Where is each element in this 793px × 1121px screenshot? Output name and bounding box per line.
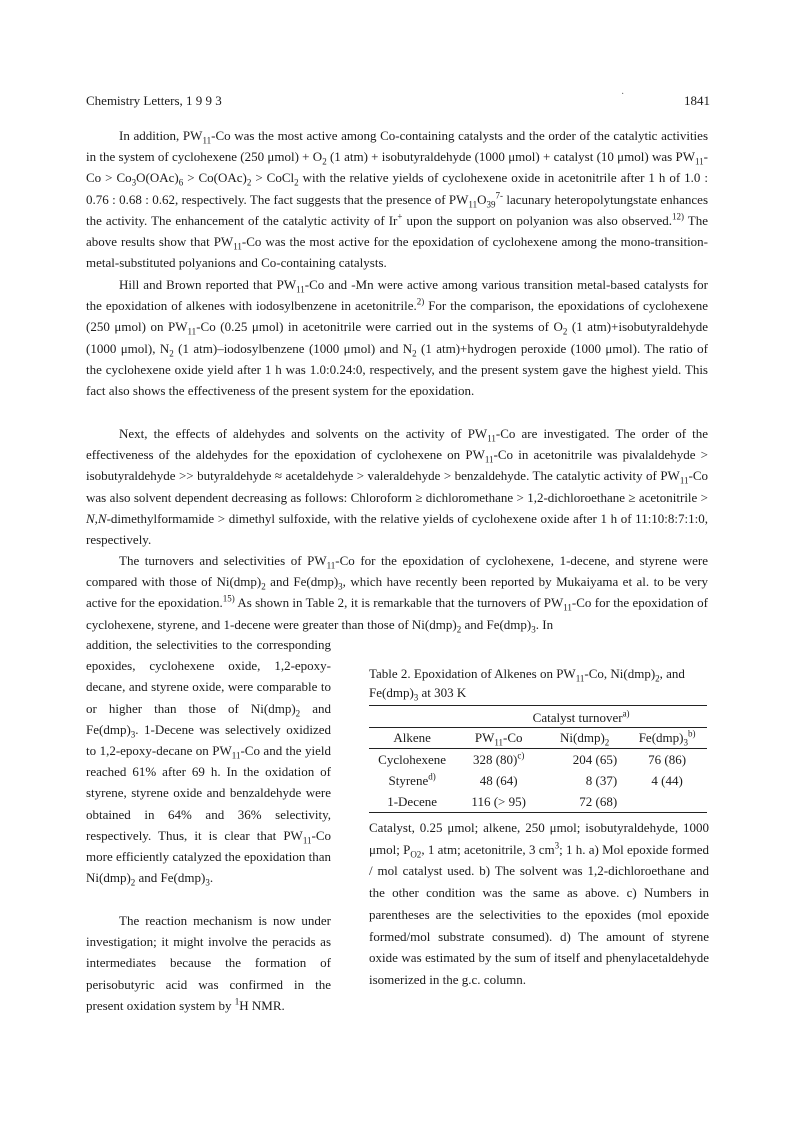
table-cell: 8 (37) <box>585 772 618 788</box>
journal-title: Chemistry Letters, 1 9 9 3 <box>86 93 222 108</box>
column-header-fe-dmp: $Fe(dmp)_3^{b)}$ <box>627 728 707 749</box>
table-group-header-row <box>369 706 707 728</box>
paragraph-aldehydes-solvents: Next, the effects of aldehydes and solvents on the activity of $PW_{11}-Co$ are investigated. The order of the effectiveness of the aldehydes for the epoxidation of cyclohexene on $PW_{11}-Co$ in acetonitrile was pivalaldehyde > isobutyraldehyde >> butyraldehyde ≈ acetaldehyde > valeraldehyde > benzaldehyde. The catalytic activity of $PW_{11}-Co$ was also solvent dependent decreasing as follows: Chloroform ≥ dichloromethane > 1,2-dichloroethane ≥ acetonitrile > N,N-dimethylformamide > dimethyl sulfoxide, with the relative yields of cyclohexene oxide after 1 h of 11:10:8:7:1:0, respectively. <box>86 426 708 548</box>
column-header-pw11-co: $PW_{11}-Co$ <box>455 728 542 749</box>
running-head <box>86 89 710 109</box>
table-2 <box>369 664 709 991</box>
page-number: 1841 <box>684 93 710 108</box>
paragraph-turnovers: The turnovers and selectivities of $PW_{11}-Co$ for the epoxidation of cyclohexene, 1-decene, and styrene were compared with those of $Ni(dmp)_2$ and $Fe(dmp)_3$, which have recently been reported by Mukaiyama et al. to be very active for the epoxidation.$^{15)}$ As shown in Table 2, it is remarkable that the turnovers of $PW_{11}-Co$ for the epoxidation of cyclohexene, styrene, and 1-decene were greater than those of $Ni(dmp)_2$ and $Fe(dmp)_3$. In <box>86 553 709 635</box>
table-row <box>369 791 707 813</box>
table-cell: Styrene$^{d)}$ <box>388 771 436 788</box>
table-cell: 328 $(80)^{c)}$ <box>472 750 525 767</box>
paragraph-selectivities: addition, the selectivities to the corresponding epoxides, cyclohexene oxide, 1,2-epoxy-decane, and styrene oxide, were comparable to or higher than those of $Ni(dmp)_2$ and $Fe(dmp)_3$. 1-Decene was selectively oxidized to 1,2-epoxy-decane on $PW_{11}-Co$ and the yield reached 61% after 69 h. In the oxidation of styrene, styrene oxide and benzaldehyde were obtained in 64% and 36% selectivity, respectively. Thus, it is clear that $PW_{11}-Co$ more efficiently catalyzed the epoxidation than $Ni(dmp)_2$ and $Fe(dmp)_3$. <box>86 637 331 888</box>
paragraph-mechanism: The reaction mechanism is now under investigation; it might involve the peracids as intermediates because the formation of perisobutyric acid was confirmed in the present oxidation system by $^1$H NMR. <box>86 913 331 1013</box>
header-dot: · <box>621 89 625 100</box>
paragraph-cobalt-catalysts: In addition, $PW_{11}-Co$ was the most active among Co-containing catalysts and the order of the catalytic activities in the system of cyclohexene (250 $\mu mol) + O_2$ (1 atm) + isobutyraldehyde (1000 μmol) + catalyst (10 μmol) was $PW_{11}-Co > Co_3O(OAc)_6 > Co(OAc)_2$ > CoCl$_2$ with the relative yields of cyclohexene oxide in acetonitrile after 1 h of 1.0 : 0.76 : 0.68 : 0.62, respectively. The fact suggests that the presence of $PW_{11}O_{39}^{7-}$ lacunary heteropolytungstate enhances the activity. The enhancement of the catalytic activity of Ir+ upon the support on polyanion was also observed.$^{12)}$ The above results show that $PW_{11}-Co$ was the most active for the epoxidation of cyclohexene among the mono-transition-metal-substituted polyanions and Co-containing catalysts. <box>86 128 709 271</box>
table-cell: 76 (86) <box>648 751 687 767</box>
paragraph-hill-brown: Hill and Brown reported that $PW_{11}-Co$ and -Mn were active among various transition metal-based catalysts for the epoxidation of alkenes with iodosylbenzene in acetonitrile.$^{2)}$ For the comparison, the epoxidations of cyclohexene (250 μmol) on $PW_{11}-Co$ (0.25 μmol) in acetonitrile were carried out in the systems of $O_2$ (1 atm)+isobutyraldehyde (1000 μmol), $N_2$ (1 atm)–iodosylbenzene (1000 μmol) and $N_2$ (1 atm)+hydrogen peroxide (1000 μmol). The ratio of the cyclohexene oxide yield after 1 h was 1.0:0.24:0, respectively, and the present system gave the highest yield. This fact also shows the effectiveness of the present system for the epoxidation. <box>86 277 709 399</box>
table-row <box>369 749 707 771</box>
table-group-header: Catalyst turnover$^{a)}$ <box>455 706 707 728</box>
column-header-alkene: Alkene <box>369 728 455 749</box>
table-cell: 116 (> 95) <box>455 791 542 813</box>
table-2-grid <box>369 705 707 813</box>
table-cell: 4 (44) <box>651 772 683 788</box>
table-cell: 72 (68) <box>542 791 627 813</box>
table-cell: 204 (65) <box>572 751 618 767</box>
table-cell: 1-Decene <box>369 791 455 813</box>
table-cell: Cyclohexene <box>378 751 447 767</box>
table-footnotes: Catalyst, 0.25 μmol; alkene, 250 μmol; isobutyraldehyde, 1000 μmol; $P_{O2}$, 1 atm; acetonitrile, 3 $cm^3$; 1 h. a) Mol epoxide formed / mol catalyst used. b) The solvent was 1,2-dichloroethane and the other condition was the same as above. c) Numbers in parentheses are the selectivities to the epoxides (mol epoxide formed/mol substrate consumed). d) The amount of styrene oxide was estimated by the sum of itself and phenylacetaldehyde isomerized in the g.c. column. <box>369 820 709 987</box>
table-cell: 48 (64) <box>479 772 518 788</box>
table-caption: Table 2. Epoxidation of Alkenes on $PW_{11}-Co$, $Ni(dmp)_2$, and $Fe(dmp)_3$ at 303 K <box>369 666 685 703</box>
table-header-row <box>369 728 707 749</box>
table-cell <box>627 791 707 813</box>
table-row <box>369 770 707 791</box>
column-header-ni-dmp: $Ni(dmp)_2$ <box>542 728 627 749</box>
